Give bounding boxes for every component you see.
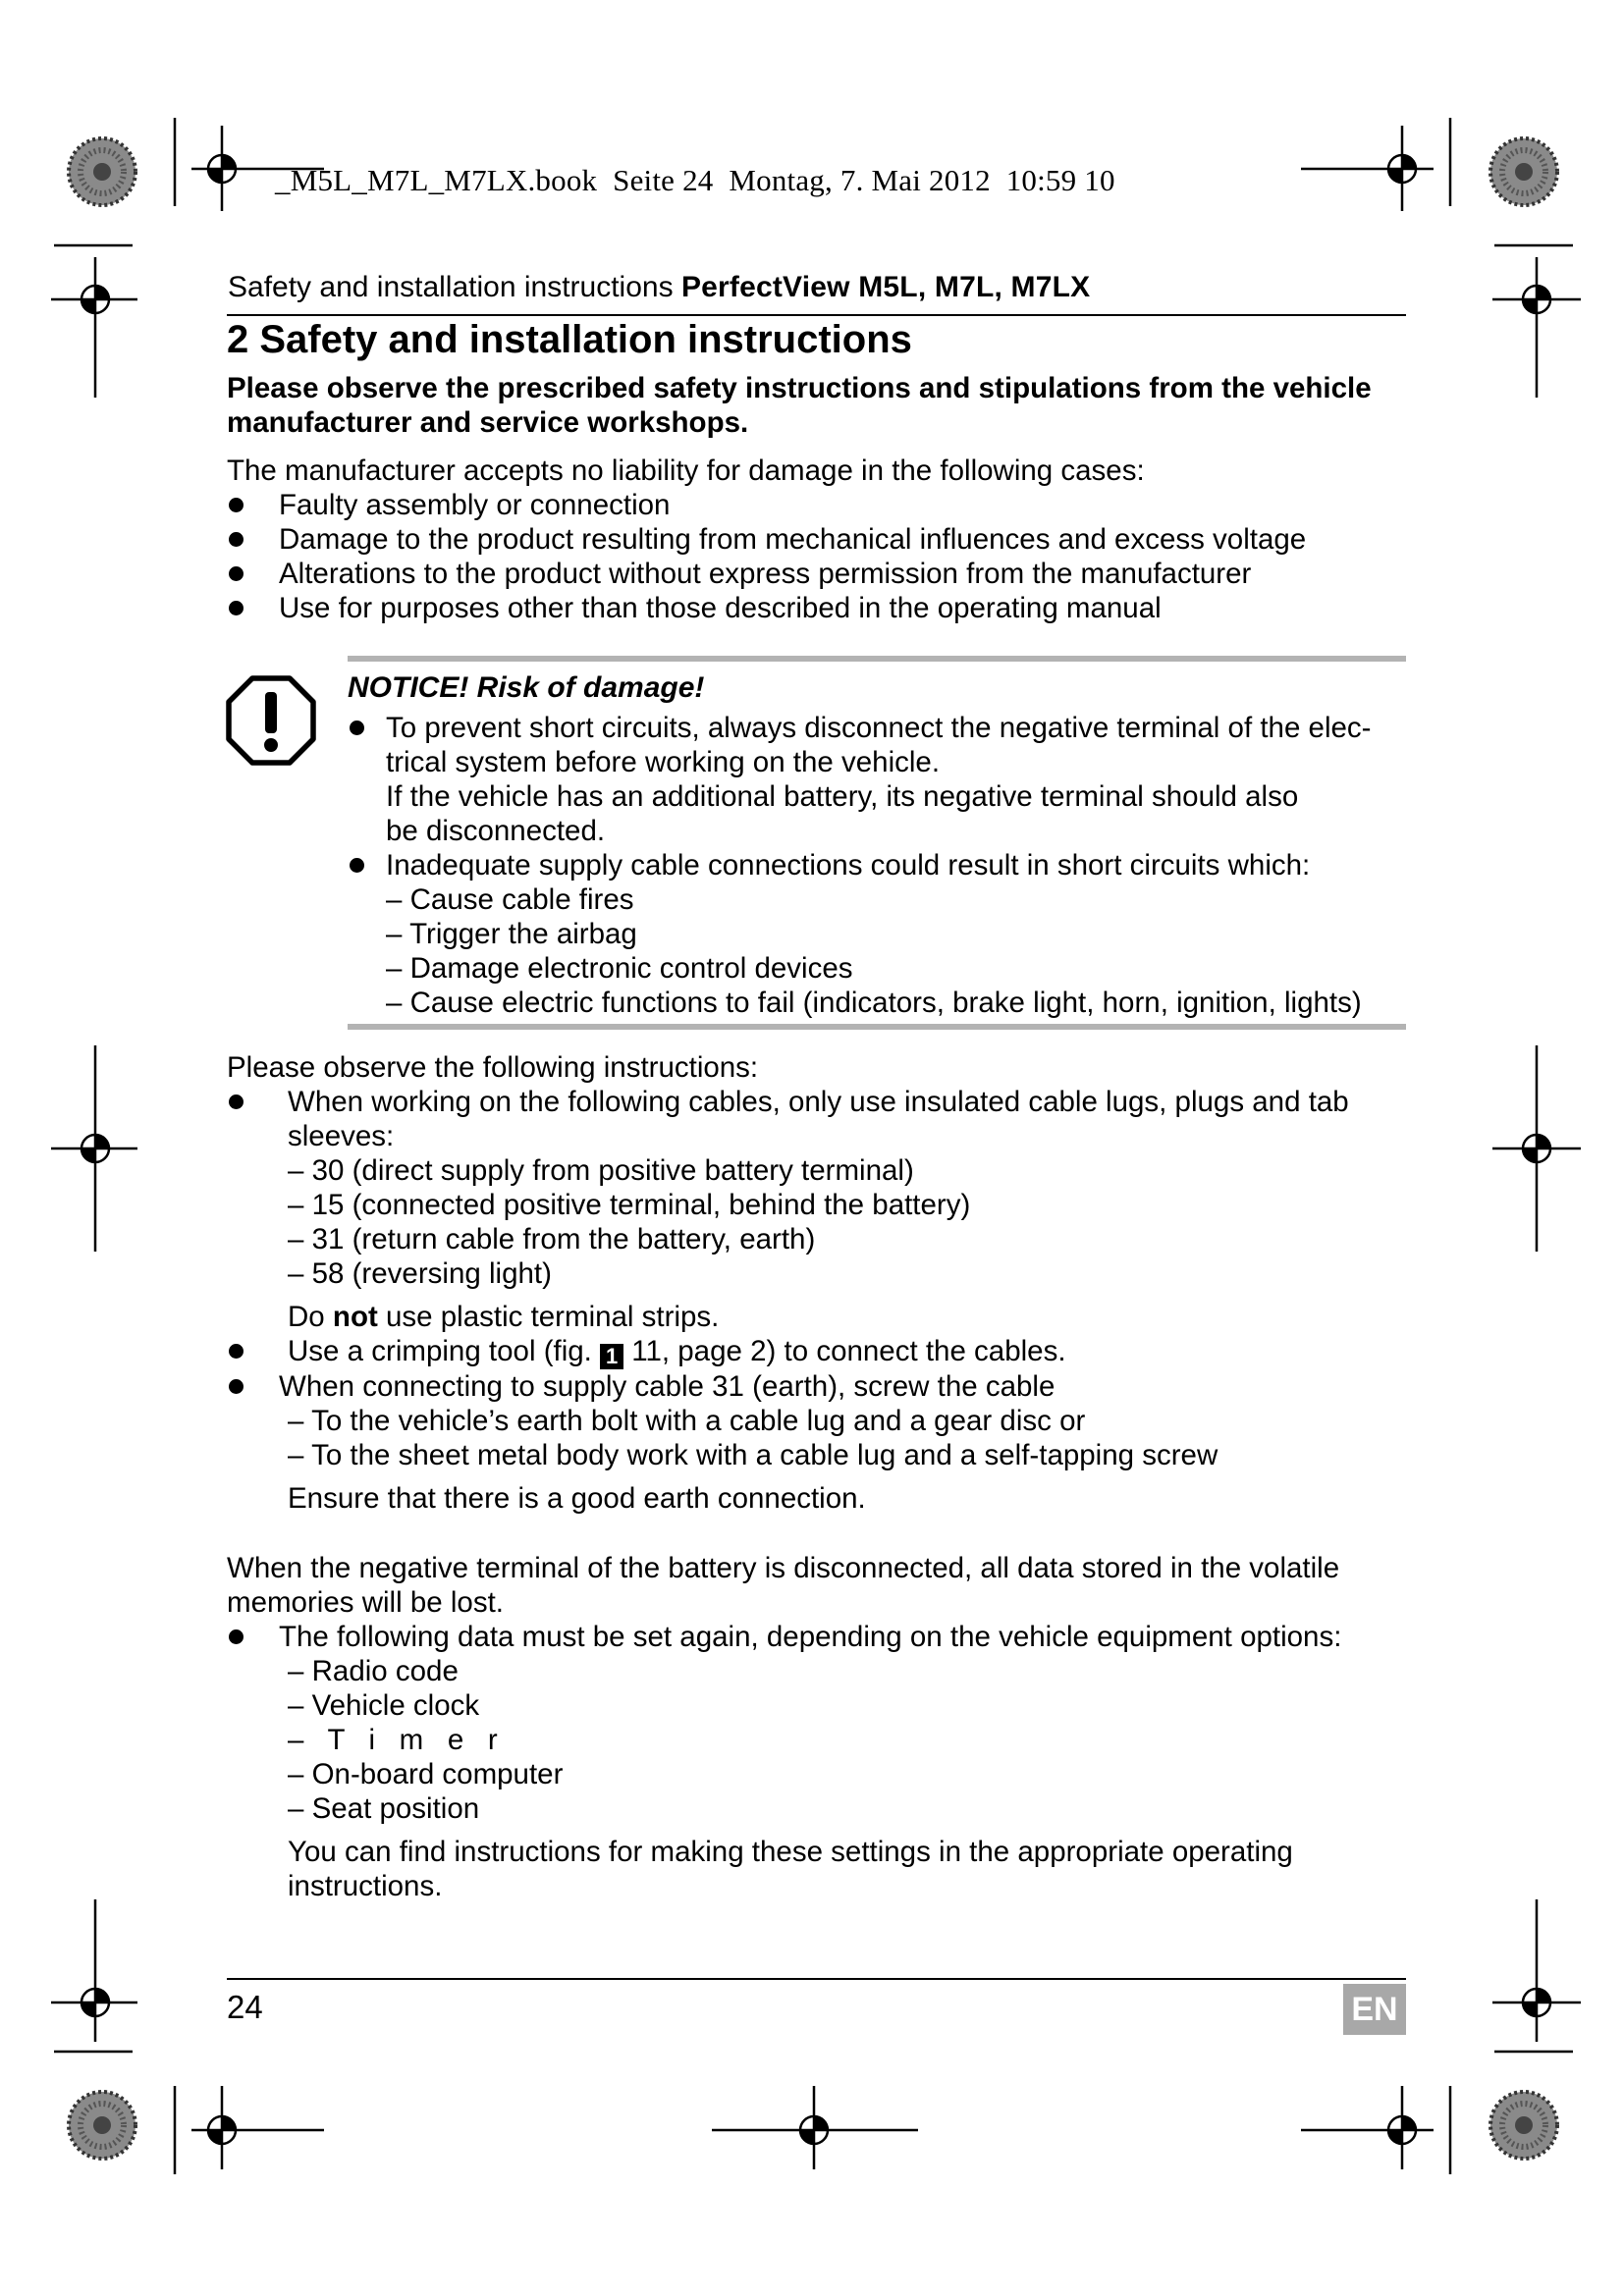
corner-burst-icon [1490, 2092, 1557, 2159]
print-slug: _M5L_M7L_M7LX.book Seite 24 Montag, 7. Mai 2012 10:59 10 [275, 163, 1115, 197]
header-product: PerfectView M5L, M7L, M7LX [680, 271, 1091, 303]
list-item: Alterations to the product without express permission from the manufacturer [227, 557, 1425, 591]
battery-list [227, 1620, 1425, 1903]
list-item: Faulty assembly or connection [227, 488, 1425, 522]
list-item: Damage to the product resulting from mechanical influences and excess voltage [227, 522, 1425, 557]
notice-top-rule [348, 656, 1406, 662]
corner-burst-icon [1490, 138, 1557, 205]
instructions-intro: Please observe the following instructions: [227, 1051, 759, 1084]
notice-title: NOTICE! Risk of damage! [348, 671, 705, 704]
page-title: 2 Safety and installation instructions [227, 318, 912, 361]
battery-paragraph: When the negative terminal of the battery is disconnected, all data stored in the volatile memories will be lost. [227, 1552, 1340, 1619]
list-item: Inadequate supply cable connections could result in short circuits which: – Cause cable fires – Trigger the airbag – Damage electronic control devices – Cause electric functions to fail (indicators, brake light, horn, ignition, lights) [348, 848, 1418, 1020]
list-item: The following data must be set again, depending on the vehicle equipment options: – Radio code – Vehicle clock – T i m e r – On-board computer – Seat position You can find instructions for making these settings in the appropriate operating instructions. [227, 1620, 1425, 1903]
list-item: Use for purposes other than those described in the operating manual [227, 591, 1425, 625]
list-item: To prevent short circuits, always disconnect the negative terminal of the elec- trical system before working on the vehicle. If the vehicle has an additional battery, its negative terminal should also be disconnected. [348, 711, 1418, 848]
language-badge: EN [1343, 1984, 1406, 2035]
lead-paragraph: Please observe the prescribed safety instructions and stipulations from the vehicle manufacturer and service workshops. [227, 372, 1372, 439]
page-number: 24 [227, 1989, 263, 2025]
warning-exclamation-icon [226, 675, 316, 766]
header-section: Safety and installation instructions [228, 271, 681, 303]
list-item: Use a crimping tool (fig. 1 11, page 2) to connect the cables. [227, 1334, 1425, 1369]
liability-list [227, 488, 1425, 625]
liability-intro: The manufacturer accepts no liability for damage in the following cases: [227, 454, 1145, 487]
instructions-list [227, 1085, 1425, 1516]
list-item: When working on the following cables, only use insulated cable lugs, plugs and tab sleeves: – 30 (direct supply from positive battery terminal) – 15 (connected positive terminal, behind the battery) – 31 (return cable from the battery, earth) – 58 (reversing light) Do not use plastic terminal strips. [227, 1085, 1425, 1334]
list-item: When connecting to supply cable 31 (earth), screw the cable – To the vehicle’s earth bolt with a cable lug and a gear disc or – To the sheet metal body work with a cable lug and a self-tapping screw Ensure that there is a good earth connection. [227, 1369, 1425, 1516]
figure-number-badge: 1 [600, 1344, 623, 1369]
header-rule [227, 314, 1406, 316]
corner-burst-icon [69, 138, 135, 205]
footer-rule [227, 1978, 1406, 1980]
corner-burst-icon [69, 2092, 135, 2159]
notice-bottom-rule [348, 1024, 1406, 1030]
running-header [228, 271, 1406, 304]
notice-list [348, 711, 1418, 1020]
